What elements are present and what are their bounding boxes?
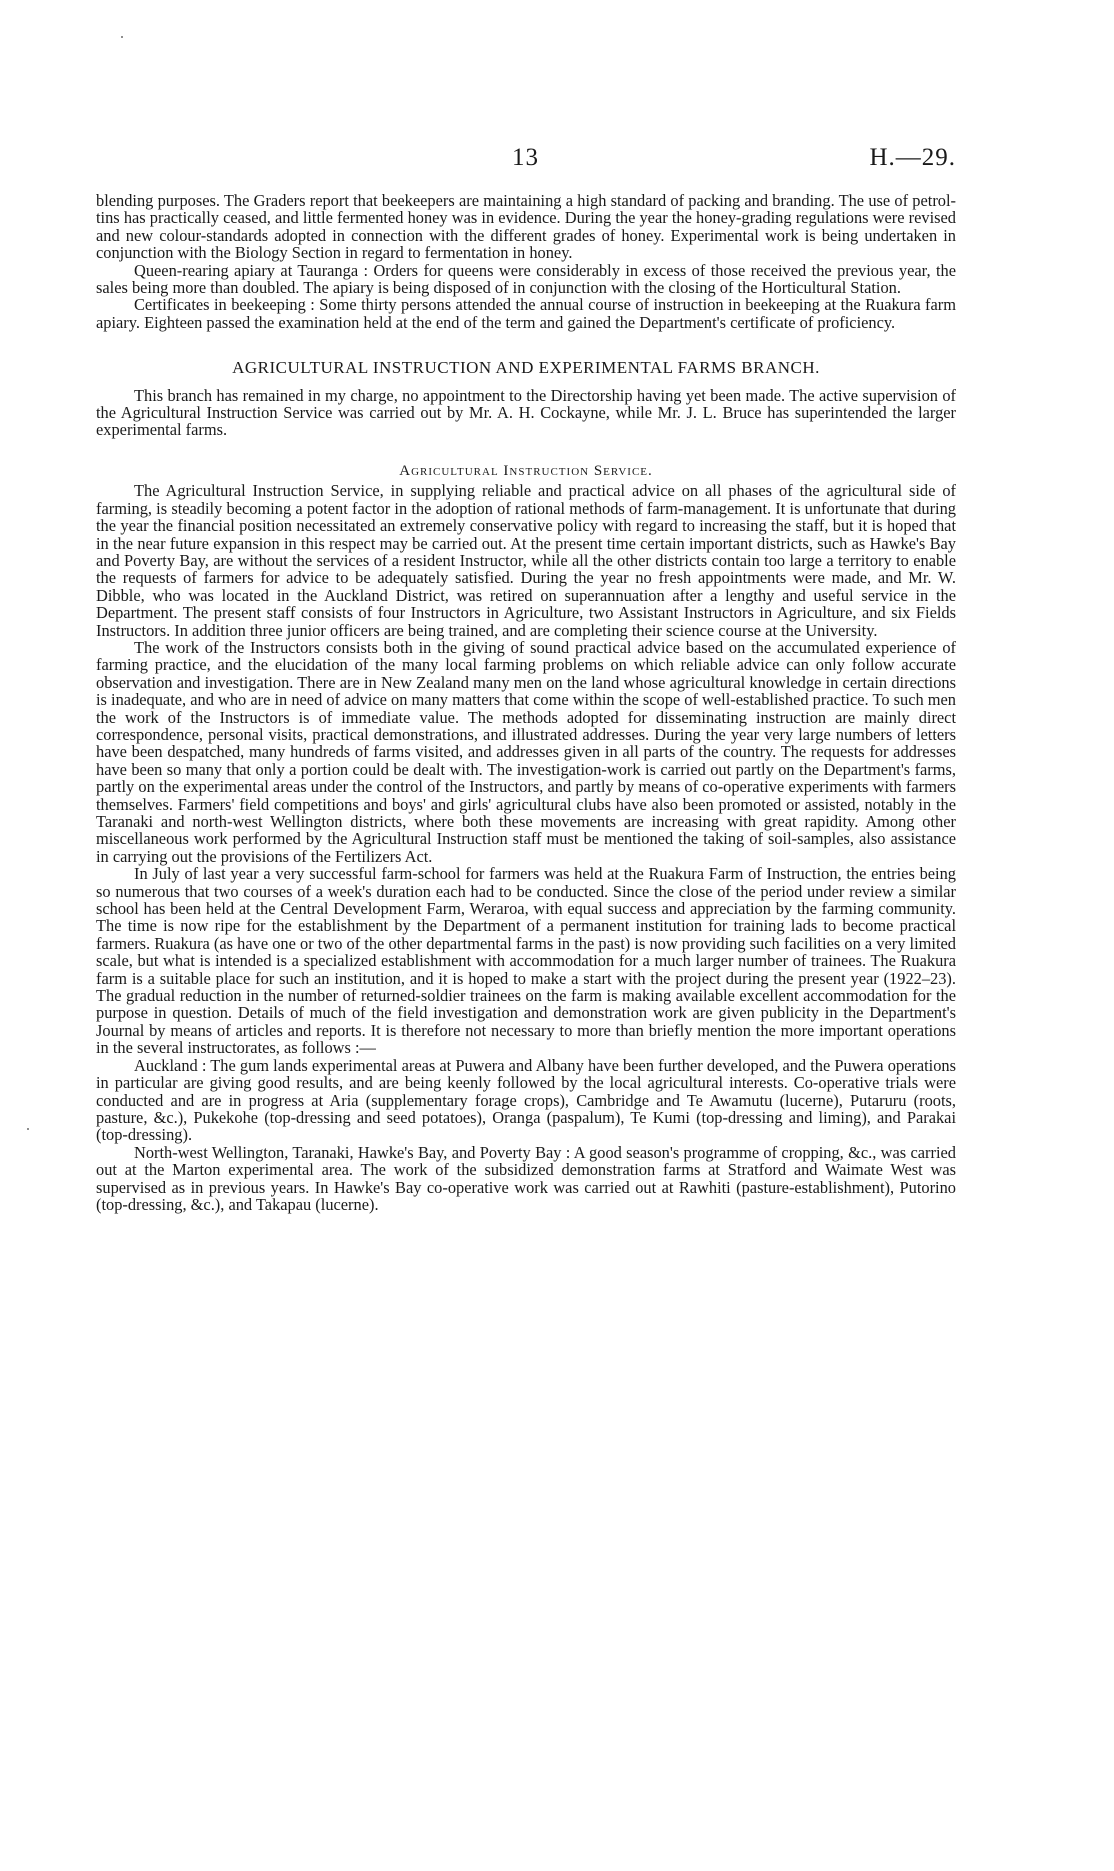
paragraph-queen-rearing: Queen-rearing apiary at Tauranga : Orders for queens were considerably in excess of those received the previous year, the sales being more than doubled. The apiary is being disposed of in conjunction with the closing of the Horticultural Station. bbox=[96, 260, 956, 298]
paragraph-blending: blending purposes. The Graders report that beekeepers are maintaining a high standard of packing and branding. The use of petrol-tins has practically ceased, and little fermented honey was in evidence. During the year the honey-grading regulations were revised and new colour-standards adopted in connection with the different grades of honey. Experimental work is being undertaken in conjunction with the Biology Section in regard to fermentation in honey. bbox=[96, 191, 956, 263]
page-number: 13 bbox=[512, 144, 539, 171]
paragraph-auckland: Auckland : The gum lands experimental areas at Puwera and Albany have been further developed, and the Puwera operations in particular are giving good results, and are being keenly followed by the local agricultural interests. Co-operative trials were conducted and are in progress at Aria (supplementary forage crops), Cambridge and Te Awamutu (lucerne), Putaruru (roots, pasture, &c.), Pukekohe (top-dressing and seed potatoes), Oranga (paspalum), Te Kumi (top-dressing and liming), and Parakai (top-dressing). bbox=[96, 1055, 956, 1145]
sub-heading: Agricultural Instruction Service. bbox=[399, 462, 653, 479]
body-text bbox=[96, 192, 956, 1213]
page-header bbox=[96, 138, 956, 178]
paragraph-wellington-taranaki: North-west Wellington, Taranaki, Hawke's Bay, and Poverty Bay : A good season's programme of cropping, &c., was carried out at the Marton experimental area. The work of the subsidized demonstration farms at Stratford and Waimate West was supervised as in previous years. In Hawke's Bay co-operative work was carried out at Rawhiti (pasture-establishment), Putorino (top-dressing, &c.), and Takapau (lucerne). bbox=[96, 1142, 956, 1214]
paragraph-farm-school: In July of last year a very successful farm-school for farmers was held at the Ruakura Farm of Instruction, the entries being so numerous that two courses of a week's duration each had to be conducted. Since the close of the period under review a similar school has been held at the Central Development Farm, Weraroa, with equal success and appreciation by the farming community. The time is now ripe for the establishment by the Department of a permanent institution for training lads to become practical farmers. Ruakura (as have one or two of the other departmental farms in the past) is now providing such facilities on a very limited scale, but what is intended is a specialized establishment with accommodation for a much larger number of trainees. The Ruakura farm is a suitable place for such an institution, and it is hoped to make a start with the project during the present year (1922–23). The gradual reduction in the number of returned-soldier trainees on the farm is making available excellent accommodation for the purpose in question. Details of much of the field investigation and demonstration work are given publicity in the Department's Journal by means of articles and reports. It is therefore not necessary to more than briefly mention the more important operations in the several instructorates, as follows :— bbox=[96, 864, 956, 1058]
section-heading: AGRICULTURAL INSTRUCTION AND EXPERIMENTAL FARMS BRANCH. bbox=[232, 358, 820, 378]
paragraph-service: The Agricultural Instruction Service, in supplying reliable and practical advice on all phases of the agricultural side of farming, is steadily becoming a potent factor in the adoption of rational methods of farm-management. It is unfortunate that during the year the financial position necessitated an extremely conservative policy with regard to increasing the staff, but it is hoped that in the near future expansion in this respect may be carried out. At the present time certain important districts, such as Hawke's Bay and Poverty Bay, are without the services of a resident Instructor, while all the other districts contain too large a territory to enable the requests of farmers for advice to be adequately satisfied. During the year no fresh appointments were made, and Mr. W. Dibble, who was located in the Auckland District, was retired on superannuation after a lengthy and useful service in the Department. The present staff consists of four Instructors in Agriculture, two Assistant Instructors in Agriculture, and six Fields Instructors. In addition three junior officers are being trained, and are completing their science course at the University. bbox=[96, 481, 956, 640]
paragraph-instructors-work: The work of the Instructors consists both in the giving of sound practical advice based on the accumulated experience of farming practice, and the elucidation of the many local farming problems on which reliable advice can only follow accurate observation and investigation. There are in New Zealand many men on the land whose agricultural knowledge in certain directions is inadequate, and who are in need of advice on many matters that come within the scope of well-established practice. To such men the work of the Instructors is of immediate value. The methods adopted for disseminating instruction are mainly direct correspondence, personal visits, practical demonstrations, and illustrated addresses. During the year very large numbers of letters have been despatched, many hundreds of farms visited, and addresses given in all parts of the country. The requests for addresses have been so many that only a portion could be dealt with. The investigation-work is carried out partly on the Department's farms, partly on the experimental areas under the control of the Instructors, and partly by means of co-operative experiments with farmers themselves. Farmers' field competitions and boys' and girls' agricultural clubs have also been promoted or assisted, notably in the Taranaki and north-west Wellington districts, where both these movements are increasing with great rapidity. Among other miscellaneous work performed by the Agricultural Instruction staff must be mentioned the taking of soil-samples, also assistance in carrying out the provisions of the Fertilizers Act. bbox=[96, 637, 956, 866]
paragraph-certificates: Certificates in beekeeping : Some thirty persons attended the annual course of instruction in beekeeping at the Ruakura farm apiary. Eighteen passed the examination held at the end of the term and gained the Department's certificate of proficiency. bbox=[96, 295, 956, 332]
paragraph-branch-intro: This branch has remained in my charge, no appointment to the Directorship having yet been made. The active supervision of the Agricultural Instruction Service was carried out by Mr. A. H. Cockayne, while Mr. J. L. Bruce has superintended the larger experimental farms. bbox=[96, 385, 956, 440]
scan-speck bbox=[27, 1128, 29, 1130]
scan-speck bbox=[121, 36, 123, 38]
document-code: H.—29. bbox=[869, 144, 956, 171]
